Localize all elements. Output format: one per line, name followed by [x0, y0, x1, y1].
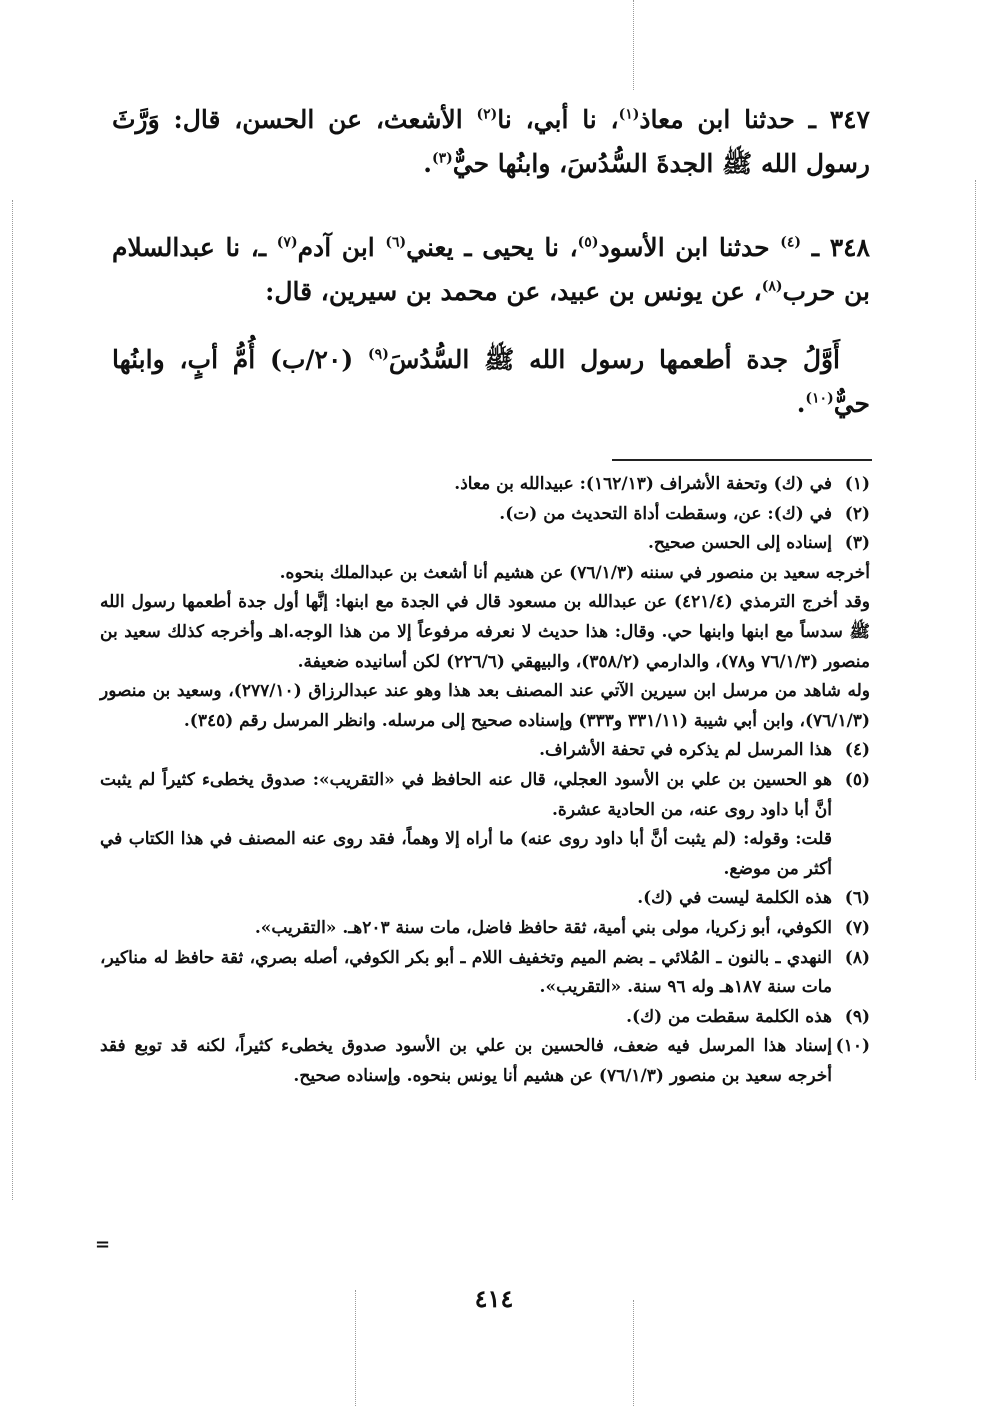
hadith-348-quote: [112, 338, 870, 426]
footnote-2: [100, 500, 870, 530]
hadith-text: ، عن يونس بن عبيد، عن محمد بن سيرين، قال:: [265, 277, 762, 306]
hadith-text: ـ، نا عبدالسلام بن حرب: [112, 233, 870, 306]
hadith-text: ـ حدثنا ابن معاذ: [639, 105, 830, 134]
footnotes-section: [100, 470, 870, 1091]
hadith-348-paragraph: [112, 226, 870, 314]
footnote-ref: (٣): [432, 150, 453, 167]
hadith-text: ، نا أبي، نا: [497, 105, 619, 134]
footnote-marker: (٤): [844, 740, 870, 761]
scan-artifact-line: [633, 1300, 634, 1406]
footnote-text: قلت: وقوله: (لم يثبت أنَّ أبا داود روى عنه) ما أراه إلا وهماً، فقد روى عنه المصنف في هذا الكتاب في أكثر من موضع.: [100, 829, 832, 879]
hadith-text: .: [796, 389, 806, 418]
footnote-text: هذه الكلمة سقطت من (ك).: [626, 1006, 832, 1027]
footnote-4: [100, 736, 870, 766]
hadith-text: ، نا يحيى ـ يعني: [406, 233, 578, 262]
footnote-marker: (٥): [844, 769, 870, 790]
footnote-marker: (٢): [844, 503, 870, 524]
scan-artifact-line: [633, 0, 634, 90]
footnote-ref: (٨): [761, 278, 783, 295]
footnote-marker: (١): [844, 474, 870, 494]
hadith-text: أَوَّلُ جدة أطعمها رسول الله ﷺ السُّدُسَ: [388, 345, 840, 374]
footnote-ref: (٩): [368, 346, 389, 363]
hadith-number: ٣٤٧: [829, 105, 870, 134]
hadith-text: ابن آدم: [297, 233, 386, 262]
footnote-marker: (٨): [844, 947, 870, 968]
footnote-ref: (٧): [276, 234, 298, 251]
scan-artifact-line: [975, 180, 976, 1080]
footnote-text: النهدي ـ بالنون ـ المُلائي ـ بضم الميم وتخفيف اللام ـ أبو بكر الكوفي، أصله بصري، ثقة حافظ له مناكير، مات سنة ١٨٧هـ وله ٩٦ سنة. «التقريب».: [100, 947, 832, 998]
hadith-text: حدثنا ابن الأسود: [598, 233, 781, 262]
footnote-marker: (٧): [844, 917, 870, 938]
footnote-text: في (ك) وتحفة الأشراف (١٦٢/١٣): عبيدالله بن معاذ.: [454, 474, 832, 494]
hadith-text: .: [423, 149, 432, 178]
footnote-ref: (٦): [385, 234, 407, 251]
footnote-ref: (٥): [577, 234, 599, 251]
footnote-text: هذا المرسل لم يذكره في تحفة الأشراف.: [539, 740, 832, 761]
footnote-3: [100, 529, 870, 559]
footnote-marker: (٦): [844, 888, 870, 909]
footnote-text: هو الحسين بن علي بن الأسود العجلي، قال عنه الحافظ في «التقريب»: صدوق يخطىء كثيراً لم يثبت أنَّ أبا داود روى عنه، من الحادية عشرة.: [100, 769, 832, 820]
footnote-separator: [612, 459, 872, 461]
footnote-text: هذه الكلمة ليست في (ك).: [637, 888, 832, 909]
footnote-ref: (١٠): [805, 390, 834, 407]
scan-artifact-line: [12, 200, 13, 1200]
footnote-6: [100, 884, 870, 914]
footnote-10: [100, 1032, 870, 1091]
footnote-text: إسناده إلى الحسن صحيح.: [648, 533, 832, 554]
footnote-ref: (٤): [780, 234, 802, 251]
footnote-1: [100, 470, 870, 500]
footnote-text: الكوفي، أبو زكريا، مولى بني أمية، ثقة حافظ فاضل، مات سنة ٢٠٣هـ. «التقريب».: [254, 917, 832, 938]
page-number: ٤١٤: [474, 1284, 514, 1313]
footnote-marker: (٩): [844, 1006, 870, 1027]
footnote-8: [100, 944, 870, 1003]
hadith-347-paragraph: [112, 98, 870, 186]
footnote-3-continuation: وله شاهد من مرسل ابن سيرين الآتي عند المصنف بعد هذا وهو عند عبدالرزاق (٢٧٧/١٠)، وسعيد بن منصور (٧٦/١/٣)، وابن أبي شيبة (٣٣١/١١ و٣٣٣) وإسناده صحيح إلى مرسله. وانظر المرسل رقم (٣٤٥).: [100, 681, 870, 731]
hadith-text: (٢٠/ب) أُمُّ أبٍ، وابنُها حيٌّ: [112, 345, 870, 418]
footnote-3-continuation: أخرجه سعيد بن منصور في سننه (٧٦/١/٣) عن هشيم أنا أشعث بن عبدالملك بنحوه.: [279, 562, 870, 583]
footnote-3-continuation: وقد أخرج الترمذي (٤٢١/٤) عن عبدالله بن مسعود قال في الجدة مع ابنها: إنَّها أول جدة أطعمها رسول الله ﷺ سدساً مع ابنها وابنها حي. وقال: هذا حديث لا نعرفه مرفوعاً إلا من هذا الوجه.اهـ وأخرجه كذلك سعيد بن منصور (٧٦/١/٣ و٧٨)، والدارمي (٣٥٨/٢)، والبيهقي (٢٢٦/٦) لكن أسانيده ضعيفة.: [100, 592, 870, 672]
footnote-9: [100, 1003, 870, 1033]
hadith-text: ـ: [801, 233, 830, 262]
footnote-ref: (١): [618, 106, 640, 123]
hadith-number: ٣٤٨: [829, 233, 870, 262]
footnote-marker: (١٠): [835, 1036, 870, 1057]
footnote-text: إسناد هذا المرسل فيه ضعف، فالحسين بن علي بن الأسود صدوق يخطىء كثيراً، لكنه قد توبع فقد أخرجه سعيد بن منصور (٧٦/١/٣) عن هشيم أنا يونس بنحوه. وإسناده صحيح.: [100, 1036, 832, 1086]
hadith-text: الأشعث، عن الحسن، قال: وَرَّثَ رسول الله ﷺ الجدةَ السُّدُسَ، وابنُها حيٌّ: [112, 105, 870, 178]
footnote-ref: (٢): [476, 106, 498, 123]
footnote-7: [100, 914, 870, 944]
continuation-mark: =: [95, 1234, 111, 1255]
footnote-marker: (٣): [844, 533, 870, 554]
footnote-text: في (ك): عن، وسقطت أداة التحديث من (ت).: [499, 503, 832, 524]
footnote-5: [100, 766, 870, 884]
